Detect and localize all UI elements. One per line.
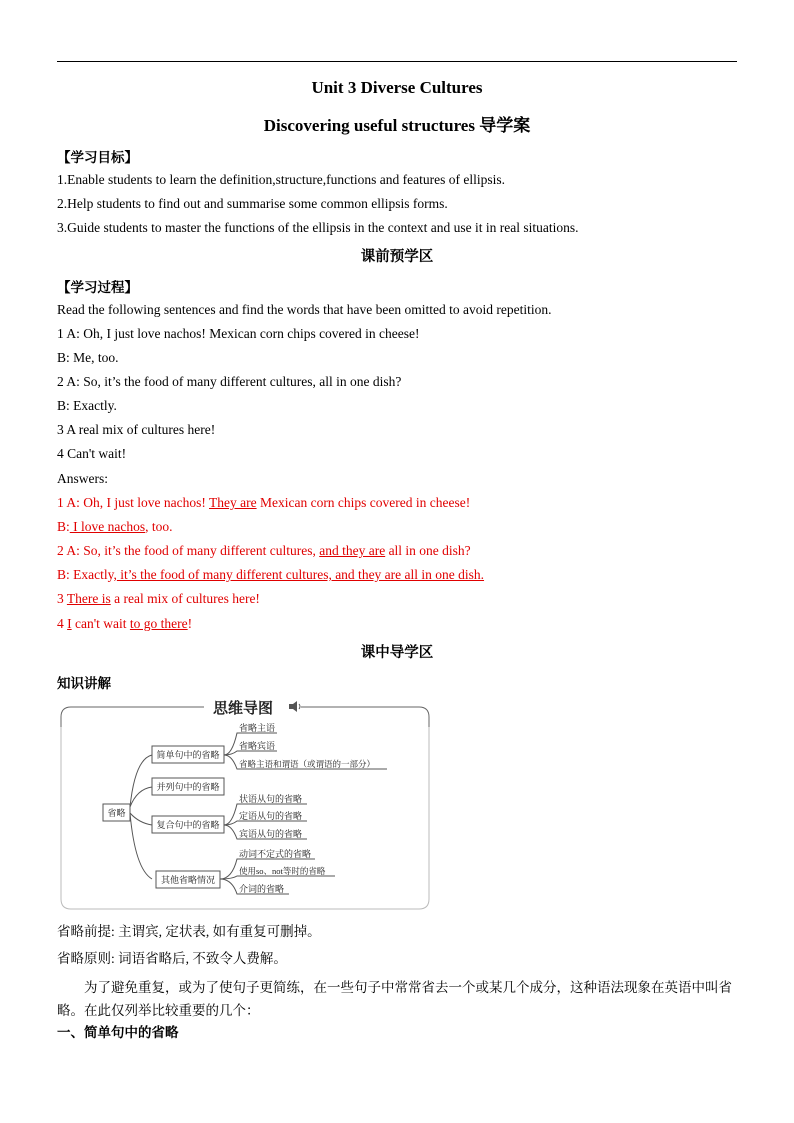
mind-map-branch-label: 并列句中的省略: [156, 782, 220, 792]
objective-item: 1.Enable students to learn the definition,structure,functions and features of ellipsis.: [57, 172, 506, 187]
mind-map-root-label: 省略: [107, 808, 126, 818]
answer-omitted-words: I love nachos: [69, 519, 146, 534]
sentence-item: 1 A: Oh, I just love nachos! Mexican corn chips covered in cheese!: [57, 326, 420, 341]
mind-map-branch-label: 复合句中的省略: [156, 820, 220, 830]
mind-map-leaf: 定语从句的省略: [239, 811, 303, 821]
answer-omitted-words: They are: [209, 495, 257, 510]
answer-text: , too.: [145, 519, 173, 534]
knowledge-heading: 知识讲解: [57, 676, 111, 691]
section-heading-simple-sentence: 一、简单句中的省略: [57, 1025, 179, 1040]
answer-text: B:: [57, 519, 70, 534]
mind-map-leaf: 动词不定式的省略: [239, 849, 312, 859]
answer-omitted-words: to go there: [129, 616, 188, 631]
instruction-text: Read the following sentences and find the words that have been omitted to avoid repetition.: [57, 302, 552, 317]
mind-map-leaf: 省略主语和谓语（或谓语的一部分）: [239, 759, 376, 769]
objective-item: 2.Help students to find out and summarise some common ellipsis forms.: [57, 196, 448, 211]
mind-map-branch-label: 简单句中的省略: [156, 750, 220, 760]
document-subtitle: Discovering useful structures 导学案: [263, 116, 531, 135]
answer-text: 4: [57, 616, 68, 631]
ellipsis-principle: 省略原则: 词语省略后, 不致令人费解。: [57, 951, 287, 966]
mind-map-leaf: 省略宾语: [239, 741, 276, 751]
mind-map-leaf: 介词的省略: [239, 884, 285, 894]
mind-map-diagram: [57, 697, 432, 913]
answer-line-5: [57, 591, 260, 607]
ellipsis-premise: 省略前提: 主谓宾, 定状表, 如有重复可删掉。: [57, 924, 321, 939]
answers-label: Answers:: [57, 471, 108, 486]
mind-map-frame: [301, 707, 429, 727]
answer-text: can't wait: [71, 616, 130, 631]
mind-map-leaf: 状语从句的省略: [239, 794, 303, 804]
answer-text: a real mix of cultures here!: [110, 591, 260, 606]
preclass-section-title: 课前预学区: [360, 249, 434, 265]
answer-omitted-words: it’s the food of many different cultures, and they are all in one dish.: [116, 567, 485, 582]
sentence-item: 4 Can't wait!: [57, 446, 127, 461]
answer-line-4: [57, 567, 484, 583]
answer-omitted-words: and they are: [319, 543, 386, 558]
inclass-section-title: 课中导学区: [360, 645, 434, 661]
mind-map-title: 思维导图: [213, 701, 274, 717]
answer-text: 1 A: Oh, I just love nachos!: [57, 495, 209, 510]
sentence-item: B: Exactly.: [57, 398, 117, 413]
mind-map-leaf: 宾语从句的省略: [239, 829, 303, 839]
mind-map-frame: [61, 707, 204, 727]
answer-text: all in one dish?: [385, 543, 471, 558]
sentence-item: 2 A: So, it’s the food of many different cultures, all in one dish?: [57, 374, 402, 389]
answer-omitted-words: I: [67, 616, 72, 631]
answer-text: 3: [57, 591, 67, 606]
mind-map-branch-label: 其他省略情况: [160, 875, 216, 885]
header-rule: [57, 61, 737, 62]
answer-text: !: [187, 616, 193, 631]
objectives-heading: 【学习目标】: [57, 150, 138, 165]
objective-item: 3.Guide students to master the functions of the ellipsis in the context and use it in real situations.: [57, 220, 579, 235]
answer-omitted-words: There is: [66, 591, 111, 606]
speaker-icon: [289, 701, 300, 712]
answer-text: Mexican corn chips covered in cheese!: [256, 495, 471, 510]
answer-text: B: Exactly,: [57, 567, 117, 582]
document-title: Unit 3 Diverse Cultures: [311, 78, 483, 97]
mind-map-leaf: 省略主语: [239, 723, 276, 733]
process-heading: 【学习过程】: [57, 280, 138, 295]
sentence-item: B: Me, too.: [57, 350, 119, 365]
mind-map-leaf: 使用so、not等时的省略: [239, 866, 326, 876]
answer-line-6: [57, 616, 192, 632]
answer-line-3: [57, 543, 471, 559]
answer-line-1: [57, 495, 470, 511]
answer-line-2: [57, 519, 173, 535]
answer-text: 2 A: So, it’s the food of many different cultures,: [57, 543, 320, 558]
intro-paragraph: 为了避免重复，或为了使句子更简练，在一些句子中常常省去一个或某几个成分，这种语法现象在英语中叫省略。在此仅列举比较重要的几个：: [57, 980, 732, 1018]
sentence-item: 3 A real mix of cultures here!: [57, 422, 216, 437]
